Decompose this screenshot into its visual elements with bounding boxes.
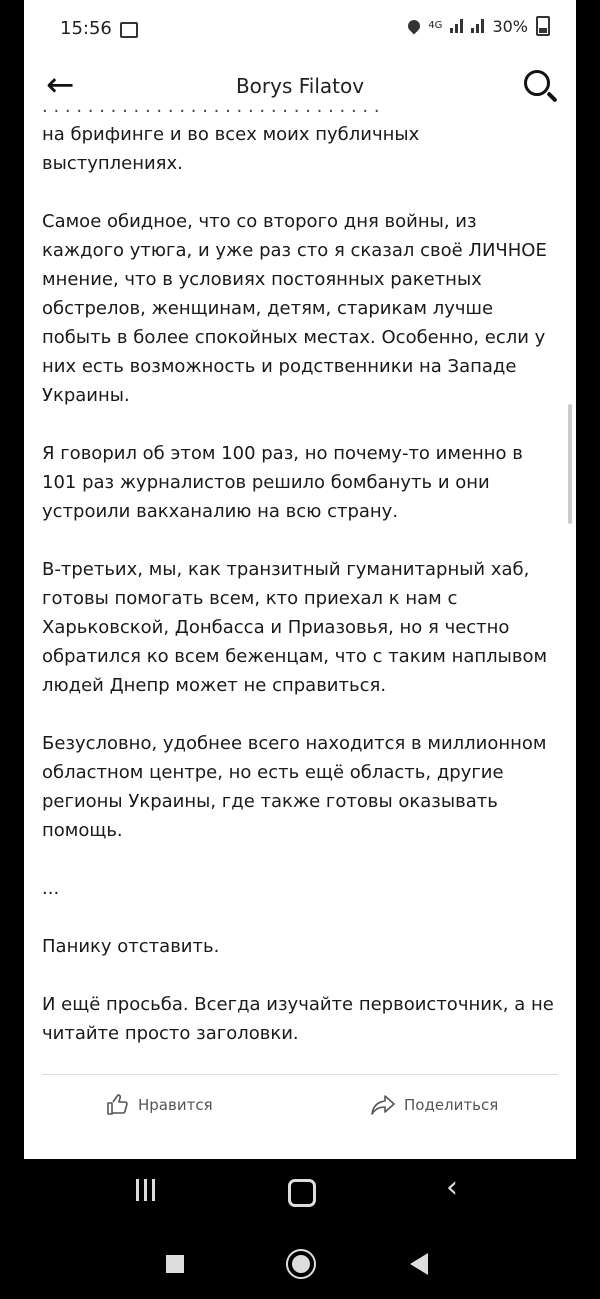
signal-icon-2 xyxy=(471,19,484,33)
post-ellipsis: ... xyxy=(42,878,60,899)
battery-icon xyxy=(536,16,550,36)
post-paragraph: Панику отставить. xyxy=(42,936,220,957)
share-button[interactable] xyxy=(370,1094,498,1116)
post-paragraph: Я говорил об этом 100 раз, но почему-то именно в 101 раз журналистов решило бомбануть и они устроили вакханалию на всю страну. xyxy=(42,443,523,522)
battery-percent: 30% xyxy=(492,16,528,36)
circle-icon[interactable] xyxy=(286,1249,316,1279)
post-paragraph: И ещё просьба. Всегда изучайте первоисточник, а не читайте просто заголовки. xyxy=(42,994,554,1044)
network-type: 4G xyxy=(428,20,443,31)
post-paragraph: на брифинге и во всех моих публичных выступлениях. xyxy=(42,124,420,174)
post-paragraph: Самое обидное, что со второго дня войны, из каждого утюга, и уже раз сто я сказал своё ЛИЧНОЕ мнение, что в условиях постоянных ракетных обстрелов, женщинам, детям, старикам лучше побыть в более спокойных местах. Особенно, если у них есть возможность и родственники на Западе Украины. xyxy=(42,211,547,406)
like-button[interactable] xyxy=(106,1094,213,1116)
status-time: 15:56 xyxy=(60,18,112,39)
divider xyxy=(42,1074,558,1075)
post-paragraph: В-третьих, мы, как транзитный гуманитарный хаб, готовы помогать всем, кто приехал к нам с Харьковской, Донбасса и Приазовья, но я честно обратился ко всем беженцам, что с таким наплывом людей Днепр может не справиться. xyxy=(42,559,548,696)
recent-apps-icon[interactable] xyxy=(136,1179,155,1201)
page-title: Borys Filatov xyxy=(235,74,365,98)
app-screen xyxy=(24,0,576,1159)
back-arrow-icon[interactable]: ← xyxy=(46,65,75,105)
scrollbar[interactable] xyxy=(568,404,572,524)
home-icon[interactable] xyxy=(288,1179,316,1207)
share-arrow-icon xyxy=(370,1094,396,1116)
status-bar xyxy=(24,0,576,56)
like-label: Нравится xyxy=(138,1096,213,1114)
post-paragraph: Безусловно, удобнее всего находится в миллионном областном центре, но есть ещё область, другие регионы Украины, где также готовы оказывать помощь. xyxy=(42,733,547,841)
share-label: Поделиться xyxy=(404,1096,499,1114)
square-icon[interactable] xyxy=(166,1255,184,1273)
gallery-icon xyxy=(120,22,138,38)
triangle-back-icon[interactable] xyxy=(410,1253,428,1275)
clipped-text-line: · · · · · · · · · · · · · · · · · · · · · · · · · · · · · · xyxy=(42,104,380,120)
location-icon xyxy=(406,18,423,35)
status-indicators xyxy=(408,16,550,36)
nav-back-icon[interactable]: ‹ xyxy=(446,1170,458,1205)
signal-icon xyxy=(450,19,463,33)
system-nav-bar xyxy=(0,1159,600,1299)
post-body xyxy=(42,104,562,1048)
search-icon[interactable] xyxy=(524,70,550,96)
thumbs-up-icon xyxy=(106,1094,130,1116)
